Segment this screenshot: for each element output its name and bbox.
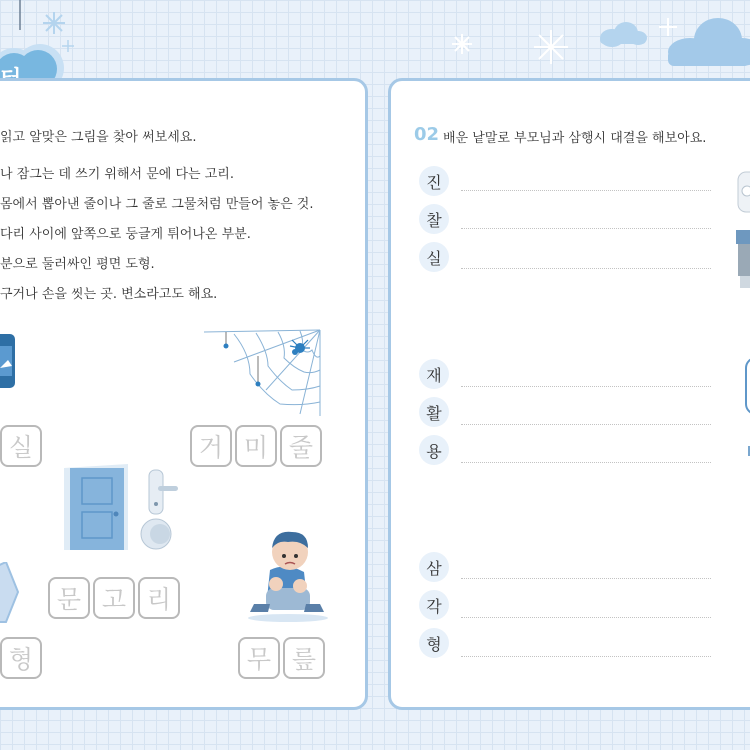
question-text: 배운 낱말로 부모님과 삼행시 대결을 해보아요. (443, 131, 707, 146)
shape-illustration (0, 562, 20, 624)
answer-tile: 리 (138, 577, 180, 619)
definition-3: 다리 사이에 앞쪽으로 둥글게 튀어나온 부분. (0, 227, 251, 242)
answer-spider-web (190, 425, 322, 467)
acrostic-char: 재 (419, 359, 449, 389)
writing-line[interactable] (461, 578, 711, 579)
definition-5: 구거나 손을 씻는 곳. 변소라고도 해요. (0, 287, 218, 302)
answer-tile: 무 (238, 637, 280, 679)
boy-illustration (244, 518, 330, 622)
door-illustration (60, 462, 180, 554)
snowflake-icon (534, 30, 568, 64)
right-edge-illustrations (734, 168, 750, 458)
room-illustration (0, 334, 16, 390)
writing-line[interactable] (461, 228, 711, 229)
definition-1: 나 잠그는 데 쓰기 위해서 문에 다는 고리. (0, 167, 234, 182)
writing-line[interactable] (461, 190, 711, 191)
header-decoration (0, 0, 750, 80)
writing-line[interactable] (461, 268, 711, 269)
answer-tile: 고 (93, 577, 135, 619)
answer-tile: 실 (0, 425, 42, 467)
writing-line[interactable] (461, 386, 711, 387)
acrostic-char: 진 (419, 166, 449, 196)
question-number: 02 (414, 124, 440, 145)
writing-line[interactable] (461, 656, 711, 657)
spider-icon (290, 340, 310, 355)
answer-room (0, 425, 42, 467)
definition-2: 몸에서 뽑아낸 줄이나 그 줄로 그물처럼 만들어 놓은 것. (0, 197, 314, 212)
answer-tile: 줄 (280, 425, 322, 467)
snowflake-icon (659, 18, 677, 36)
answer-shape (0, 637, 42, 679)
answer-tile: 미 (235, 425, 277, 467)
acrostic-char: 삼 (419, 552, 449, 582)
definition-4: 분으로 둘러싸인 평면 도형. (0, 257, 155, 272)
door-knob-icon (141, 519, 171, 549)
acrostic-char: 형 (419, 628, 449, 658)
answer-door-knob (48, 577, 180, 619)
snowflake-icon (452, 34, 472, 54)
writing-line[interactable] (461, 462, 711, 463)
answer-tile: 형 (0, 637, 42, 679)
spider-web-illustration (204, 326, 324, 418)
answer-tile: 거 (190, 425, 232, 467)
acrostic-char: 찰 (419, 204, 449, 234)
writing-line[interactable] (461, 424, 711, 425)
cloud-icon (600, 22, 647, 47)
acrostic-char: 활 (419, 397, 449, 427)
answer-knee (238, 637, 325, 679)
acrostic-char: 각 (419, 590, 449, 620)
door-handle-icon (149, 470, 178, 514)
instruction-text: 읽고 알맞은 그림을 찾아 써보세요. (0, 130, 197, 145)
writing-line[interactable] (461, 617, 711, 618)
cloud-icon (668, 18, 750, 66)
answer-tile: 릎 (283, 637, 325, 679)
acrostic-char: 용 (419, 435, 449, 465)
answer-tile: 문 (48, 577, 90, 619)
acrostic-char: 실 (419, 242, 449, 272)
